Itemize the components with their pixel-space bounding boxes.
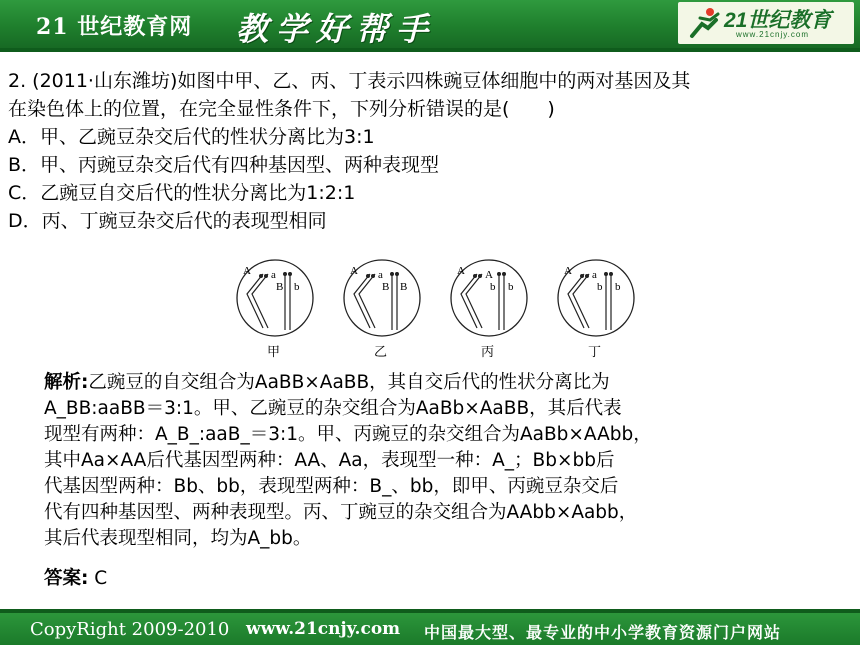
gene-label: B (276, 281, 284, 293)
answer-line (44, 566, 107, 592)
gene-label: b (294, 281, 300, 293)
cell-bing (451, 260, 527, 359)
cell-jia (237, 260, 313, 359)
gene-label: b (508, 281, 514, 293)
option-a: A．甲、乙豌豆杂交后代的性状分离比为3:1 (8, 126, 375, 148)
footer-url-link[interactable]: www.21cnjy.com (246, 619, 401, 639)
question-line-2: 在染色体上的位置，在完全显性条件下，下列分析错误的是( ) (8, 98, 555, 120)
question-line-1: 2. (2011·山东潍坊)如图中甲、乙、丙、丁表示四株豌豆体细胞中的两对基因及其 (8, 70, 691, 92)
logo-url: www.21cnjy.com (736, 30, 809, 39)
analysis-text: 乙豌豆的自交组合为AaBB×AaBB，其自交后代的性状分离比为 (88, 372, 610, 393)
answer-label: 答案: (44, 568, 89, 589)
analysis-line-4: 其中Aa×AA后代基因型两种：AA、Aa，表现型一种：A_；Bb×bb后 (44, 450, 615, 471)
gene-label: b (490, 281, 496, 293)
gene-label: A (457, 265, 465, 277)
gene-label: B (400, 281, 408, 293)
cell-yi (344, 260, 420, 359)
analysis-line-5: 代基因型两种：Bb、bb，表现型两种：B_、bb，即甲、丙豌豆杂交后 (44, 476, 619, 497)
gene-label: A (350, 265, 358, 277)
gene-label: a (271, 269, 276, 281)
option-d: D．丙、丁豌豆杂交后代的表现型相同 (8, 210, 327, 232)
cell-label: 乙 (374, 344, 388, 359)
gene-label: b (615, 281, 621, 293)
cell-label: 丙 (481, 344, 495, 359)
copyright-text: CopyRight 2009-2010 (30, 619, 230, 640)
logo-text: 21世纪教育 (724, 9, 832, 32)
cell-diagram (228, 254, 648, 364)
analysis-label: 解析: (44, 372, 89, 393)
footer-slogan: 中国最大型、最专业的中小学教育资源门户网站 (424, 623, 782, 642)
analysis-line-6: 代有四种基因型、两种表现型。丙、丁豌豆的杂交组合为AAbb×Aabb， (44, 502, 638, 523)
header-slogan: 教学好帮手 (236, 10, 437, 48)
gene-label: a (592, 269, 597, 281)
gene-label: A (485, 269, 493, 281)
cell-label: 丁 (588, 344, 602, 359)
analysis-line-3: 现型有两种：A_B_:aaB_＝3:1。甲、丙豌豆的杂交组合为AaBb×AAbb， (44, 424, 652, 445)
answer-value: C (94, 568, 108, 589)
analysis-line-2: A_BB:aaBB＝3:1。甲、乙豌豆的杂交组合为AaBb×AaBB，其后代表 (44, 398, 622, 419)
gene-label: a (378, 269, 383, 281)
cell-ding (558, 260, 634, 359)
site-name: 21 世纪教育网 (36, 14, 193, 40)
gene-label: A (564, 265, 572, 277)
analysis-line-1 (44, 370, 610, 396)
analysis-line-7: 其后代表现型相同，均为A_bb。 (44, 528, 312, 549)
cell-label: 甲 (267, 344, 281, 359)
runner-logo-icon (686, 6, 722, 40)
option-c: C．乙豌豆自交后代的性状分离比为1:2:1 (8, 182, 356, 204)
gene-label: b (597, 281, 603, 293)
option-b: B．甲、丙豌豆杂交后代有四种基因型、两种表现型 (8, 154, 440, 176)
gene-label: A (243, 265, 251, 277)
gene-label: B (382, 281, 390, 293)
